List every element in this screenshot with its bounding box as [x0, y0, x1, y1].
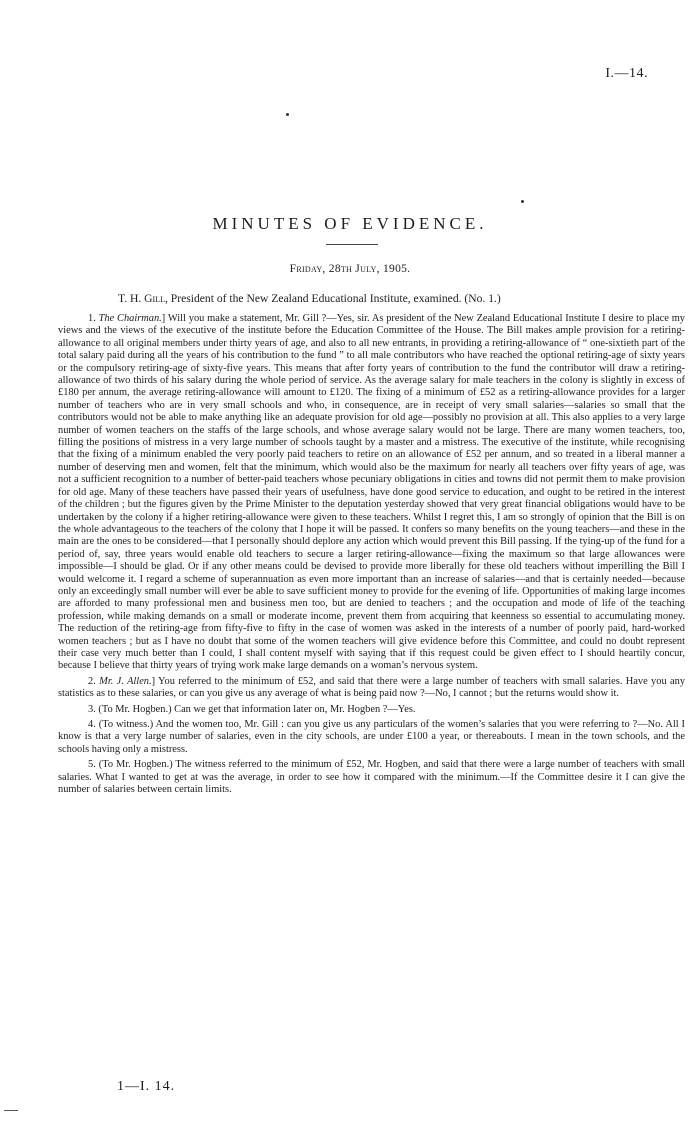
paragraph-number: 4.	[88, 719, 99, 730]
hearing-date: Friday, 28th July, 1905.	[289, 263, 411, 275]
evidence-paragraph	[58, 676, 685, 701]
paragraph-number: 2.	[88, 675, 100, 687]
title-rule	[326, 244, 378, 245]
page-title: MINUTES OF EVIDENCE.	[212, 214, 488, 233]
paragraph-number: 5.	[88, 759, 99, 771]
witness-name: T. H. Gill	[118, 292, 165, 305]
margin-mark	[4, 1110, 18, 1111]
evidence-paragraph	[58, 759, 685, 796]
paragraph-text: ] Will you make a statement, Mr. Gill ?—Yes, sir. As president of the New Zealand Educational Institute I desire to place my views and the views of the executive of the institute before the Education Committee of the House. The Bill makes ample provision for a retiring-allowance to all original members under thirty years of age, and also to all new entrants, in providing a retiring-allowance of “ one-sixtieth part of the total salary paid during all the years of his contribution to the fund ” to all male contributors who have reached the optional retiring-age of sixty years or the compulsory retiring-age of sixty-five years. This means that after forty years of contribution to the fund the contributor will draw a retiring-allowance of two thirds of his salary during the whole period of service. As the average salary for male teachers in the colony is slightly in excess of £180 per annum, the average retiring-allowance will amount to £120. The fixing of a minimum of £52 as a retiring-allowance provides for a larger number of teachers who are in very small schools and who, in consequence, are in receipt of very small salaries—salaries so small that the contributors would not be able to make anything like an adequate provision for old age—possibly no provision at all. This also applies to a very large number of women teachers on the staffs of the large schools, and whose average salary would not be large. There are many women teachers, too, filling the positions of mistress in a very large number of schools taught by a master and a mistress. The executive of the institute, while recognising that the fixing of a minimum enabled the very poorly paid teachers to retire on an allowance of £52 per annum, and so treated in a liberal manner a number of deserving men and women, felt that the minimum, which would also be the maximum for nearly all teachers over fifty years of age, was not a sufficient recognition to a number of better-paid teachers whose pecuniary obligations in cities and towns did not permit them to make provision for old age. Many of these teachers have passed their years of usefulness, have done good service to education, and ought to be retired in the interest of the children ; but the figures given by the Prime Minister to the deputation yesterday showed that very great financial obligations would have to be undertaken by the colony if a higher retiring-allowance were given to these teachers. Whilst I regret this, I am so strongly of opinion that the Bill is on the whole advantageous to the teachers of the colony that I hope it will be passed. It confers so many benefits on the young teachers—and these in the main are the ones to be considered—that I personally should deplore any action which would prevent this Bill passing. If the tying-up of the fund for a period of, say, three years would enable old teachers to secure a larger retiring-allowance—fixing the maximum so that large allowances were impossible—I should be glad. Or if any other means could be devised to provide more liberally for these old teachers without imperilling the Bill I would welcome it. I regard a scheme of superannuation as even more important than an increase of salaries—and that is certainly needed—because only an exceedingly small number will ever be able to save sufficient money to provide for the evening of life. Opportunities of making large incomes are afforded to many professional men and business men too, but are denied to teachers ; and the occupation and mode of life of the teaching profession, while making demands on a small or moderate income, prevent them from acquiring that keenness so essential to accumulating money. The reduction of the retiring-age from fifty-five to fifty in the case of women was asked in the interests of a number of poorly paid, hard-worked women teachers ; but as I have no doubt that some of the women teachers will give evidence before this Committee, and could no doubt represent their case very much better than I could, I shall content myself with saying that if this request could be given effect to I should heartily concur, because I believe that thirty years of trying work make large demands on a woman’s nervous system.	[58, 313, 686, 672]
page-reference: I.—14.	[605, 66, 648, 81]
paragraph-text: (To Mr. Hogben.) Can we get that information later on, Mr. Hogben ?—Yes.	[98, 703, 416, 715]
questioner: The Chairman.	[98, 313, 162, 324]
evidence-paragraph	[58, 704, 685, 716]
paragraph-text: (To witness.) And the women too, Mr. Gill : can you give us any particulars of the women’s salaries that you were referring to ?—No. All I know is that a very large number of salaries, even in the city schools, are under £100 a year, or thereabouts. I mean in the town schools, and the schools having only a mistress.	[58, 719, 685, 755]
evidence-body	[58, 313, 685, 799]
questioner: Mr. J. Allen.	[99, 675, 152, 687]
paragraph-text: ] You referred to the minimum of £52, and said that there were a large number of teachers with small salaries. Have you any statistics as to these salaries, or can you give us any average of what is being paid now ?—No, I cannot ; but the returns would show it.	[58, 675, 686, 700]
witness-description: , President of the New Zealand Educational Institute, examined. (No. 1.)	[165, 292, 501, 305]
evidence-paragraph	[58, 719, 685, 756]
ink-speck	[286, 113, 289, 116]
paragraph-text: (To Mr. Hogben.) The witness referred to the minimum of £52, Mr. Hogben, and said that there were a large number of teachers with small salaries. What I wanted to get at was the average, in order to see how it compared with the minimum.—If the Committee desire it I can give the number of salaries between certain limits.	[58, 759, 685, 796]
ink-speck	[521, 200, 524, 203]
witness-line	[118, 292, 663, 305]
paragraph-number: 1.	[88, 313, 99, 324]
signature-mark: 1—I. 14.	[117, 1079, 176, 1094]
paragraph-number: 3.	[88, 703, 99, 715]
evidence-paragraph	[58, 313, 685, 673]
